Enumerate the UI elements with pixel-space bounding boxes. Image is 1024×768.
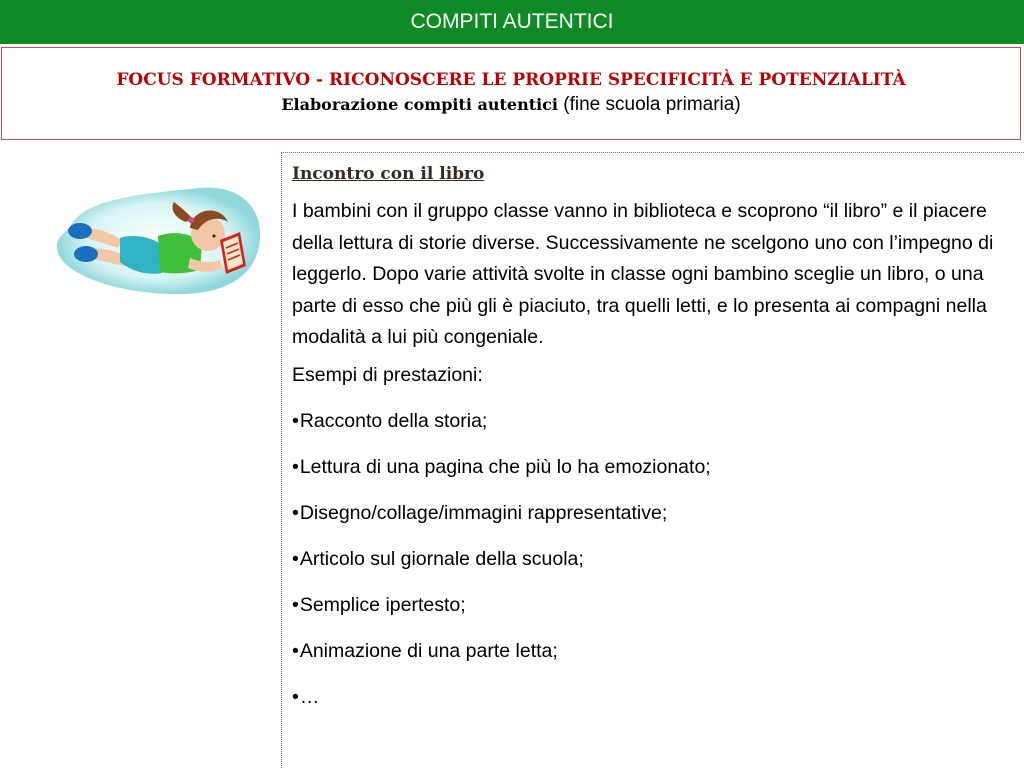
examples-title: Esempi di prestazioni: [292, 363, 483, 386]
content-paragraph: I bambini con il gruppo classe vanno in biblioteca e scoprono “il libro” e il piacere della lettura di storie diverse. Successivamente ne scelgono uno con l’impegno di leggerlo. Dopo varie attività svolte in classe ogni bambino sceglie un libro, o una parte di esso che più gli è piaciuto, tra quelli letti, e lo presenta ai compagni nella modalità a lui più congeniale. [292, 200, 994, 348]
page-title: COMPITI AUTENTICI [410, 10, 614, 33]
bullet: • [292, 455, 299, 478]
focus-subtitle-bold: Elaborazione compiti autentici [281, 95, 558, 114]
list-item: •Articolo sul giornale della scuola; [292, 547, 584, 570]
list-item: •… [292, 685, 320, 708]
focus-box [1, 47, 1021, 140]
content-box [281, 152, 1024, 768]
bullet: • [292, 547, 299, 570]
bullet: • [292, 593, 299, 616]
list-item: •Racconto della storia; [292, 409, 488, 432]
examples-list [292, 408, 1014, 710]
content-heading: Incontro con il libro [292, 164, 485, 184]
focus-title: FOCUS FORMATIVO - RICONOSCERE LE PROPRIE SPECIFICITÀ E POTENZIALITÀ [116, 70, 906, 90]
bullet: • [292, 409, 299, 432]
page-header [0, 0, 1024, 44]
bullet: • [292, 639, 299, 662]
list-item: •Animazione di una parte letta; [292, 639, 558, 662]
girl-reading-book-icon [50, 178, 265, 300]
focus-subtitle [2, 92, 1020, 118]
list-item: •Lettura di una pagina che più lo ha emozionato; [292, 455, 711, 478]
bullet: • [292, 501, 299, 524]
focus-subtitle-normal: (fine scuola primaria) [563, 94, 741, 115]
bullet: • [292, 685, 299, 708]
list-item: •Disegno/collage/immagini rappresentative; [292, 501, 668, 524]
list-item: •Semplice ipertesto; [292, 593, 466, 616]
